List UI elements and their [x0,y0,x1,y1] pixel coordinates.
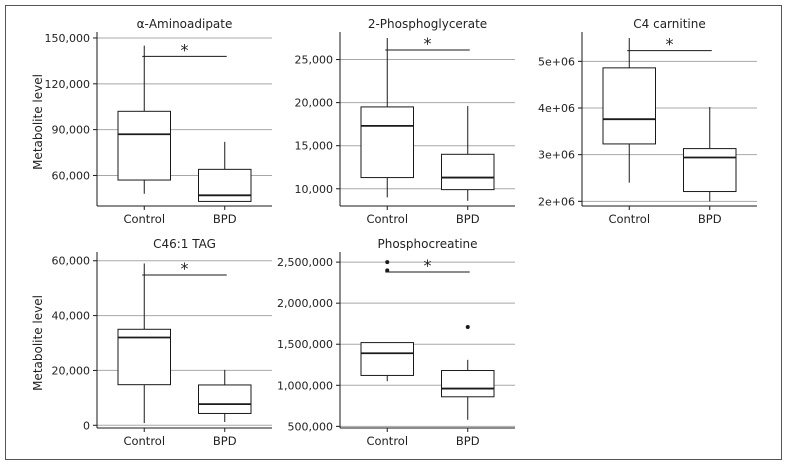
x-tick-label: Control [123,434,166,448]
significance-star: * [423,255,432,275]
chart-title: C46:1 TAG [153,237,216,251]
y-tick-label: 20,000 [51,364,90,378]
y-axis-label: Metabolite level [31,74,45,170]
significance-star: * [180,40,189,60]
x-tick-label: Control [123,212,166,226]
y-tick-label: 20,000 [294,96,333,110]
box-iqr [442,371,495,397]
x-tick-label: BPD [455,212,480,226]
y-tick-label: 4e+06 [538,102,575,115]
y-tick-label: 2,000,000 [277,297,333,311]
x-tick-label: Control [608,212,651,226]
chart-title: Phosphocreatine [377,237,478,251]
box-iqr [118,111,171,180]
outlier-point [466,325,470,329]
significance-star: * [180,259,189,278]
chart-title: C4 carnitine [633,17,706,31]
y-tick-label: 40,000 [51,309,90,323]
x-tick-label: BPD [212,434,237,448]
y-tick-label: 120,000 [44,77,90,91]
y-tick-label: 10,000 [294,182,333,196]
significance-star: * [665,34,674,54]
chart-title: 2-Phosphoglycerate [367,17,488,31]
y-tick-label: 60,000 [51,254,90,268]
x-tick-label: BPD [697,212,722,226]
y-axis-label: Metabolite level [31,295,45,391]
y-tick-label: 90,000 [51,123,90,137]
y-tick-label: 3e+06 [538,148,575,162]
y-tick-label: 150,000 [44,32,90,45]
y-tick-label: 5e+06 [538,55,575,69]
box-iqr [361,343,414,376]
y-tick-label: 2,500,000 [277,256,333,270]
chart-title: α-Aminoadipate [136,17,233,31]
significance-star: * [423,34,432,54]
y-tick-label: 1,000,000 [277,379,333,393]
outlier-point [385,260,389,264]
x-tick-label: BPD [212,212,237,226]
y-tick-label: 15,000 [294,139,333,153]
y-tick-label: 2e+06 [538,195,575,209]
box-iqr [199,169,252,201]
box-iqr [603,68,656,144]
x-tick-label: Control [366,434,409,448]
x-tick-label: Control [366,212,409,226]
box-iqr [442,154,495,189]
y-tick-label: 1,500,000 [277,338,333,352]
y-tick-label: 25,000 [294,53,333,67]
y-tick-label: 0 [83,419,90,433]
y-tick-label: 60,000 [51,169,90,183]
box-iqr [199,385,252,414]
box-iqr [684,149,737,192]
box-iqr [361,107,414,178]
x-tick-label: BPD [455,434,480,448]
y-tick-label: 500,000 [287,420,333,434]
